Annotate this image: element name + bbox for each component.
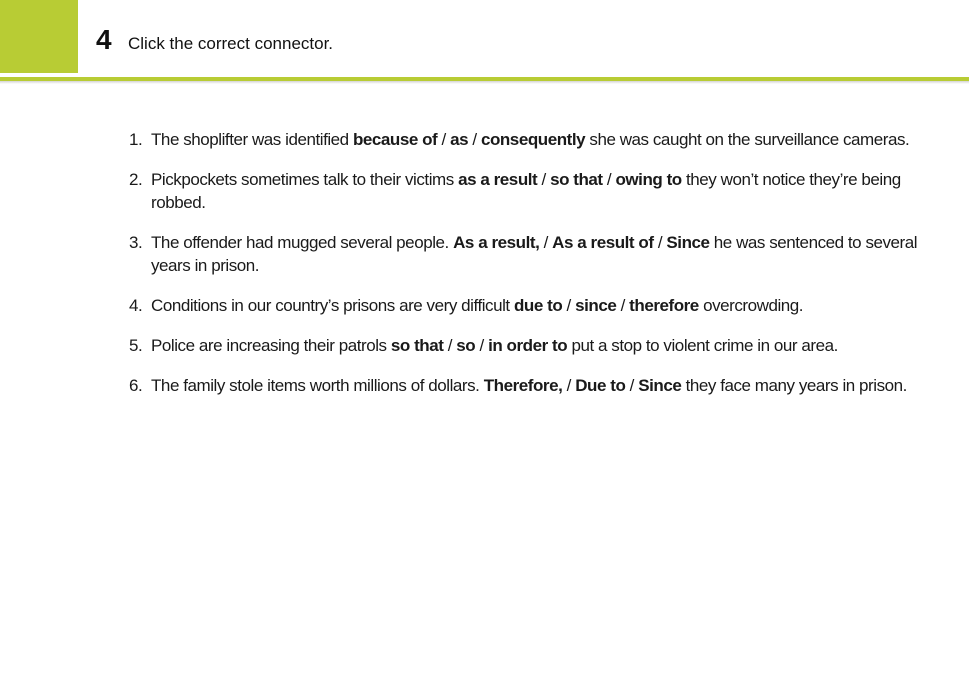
item-text-before: Police are increasing their patrols	[151, 336, 391, 355]
connector-option[interactable]: therefore	[629, 296, 699, 315]
item-text-after: he was sentenced to several years in prison.	[151, 233, 918, 275]
connector-option[interactable]: Therefore,	[483, 376, 563, 395]
connector-option[interactable]: As a result,	[453, 233, 540, 252]
exercise-number: 4	[96, 24, 112, 55]
exercise-item	[129, 128, 939, 151]
connector-option[interactable]: since	[575, 296, 617, 315]
option-separator: /	[562, 296, 576, 315]
exercise-item	[129, 374, 939, 397]
connector-option[interactable]: Since	[638, 376, 682, 395]
item-text-after: overcrowding.	[698, 296, 804, 315]
connector-option[interactable]: Due to	[575, 376, 626, 395]
option-separator: /	[475, 336, 489, 355]
item-text-before: Conditions in our country’s prisons are very difficult	[151, 296, 514, 315]
header-accent-block	[0, 0, 78, 73]
item-text-before: The family stole items worth millions of dollars.	[151, 376, 484, 395]
option-separator: /	[443, 336, 457, 355]
exercise-instruction: Click the correct connector.	[128, 34, 334, 53]
connector-option[interactable]: so	[456, 336, 476, 355]
item-text-after: she was caught on the surveillance cameras.	[585, 130, 910, 149]
option-separator: /	[616, 296, 630, 315]
item-text-before: Pickpockets sometimes talk to their victims	[151, 170, 459, 189]
option-separator: /	[437, 130, 451, 149]
option-separator: /	[602, 170, 616, 189]
option-separator: /	[468, 130, 481, 149]
exercise-item	[129, 334, 939, 357]
exercise-header	[0, 0, 969, 84]
item-text-after: put a stop to violent crime in our area.	[567, 336, 838, 355]
connector-option[interactable]: consequently	[480, 130, 586, 149]
item-text-before: The shoplifter was identified	[151, 130, 353, 149]
option-separator: /	[625, 376, 639, 395]
connector-option[interactable]: in order to	[488, 336, 568, 355]
item-number: 3.	[129, 233, 143, 252]
option-separator: /	[537, 170, 551, 189]
connector-option[interactable]: because of	[352, 130, 438, 149]
connector-option[interactable]: as	[450, 130, 469, 149]
item-text-after: they won’t notice they’re being robbed.	[151, 170, 901, 212]
exercise-item-list	[129, 128, 939, 414]
connector-option[interactable]: As a result of	[552, 233, 654, 252]
exercise-item	[129, 231, 939, 277]
connector-option[interactable]: so that	[550, 170, 603, 189]
connector-option[interactable]: due to	[513, 296, 563, 315]
item-text-after: they face many years in prison.	[681, 376, 907, 395]
option-separator: /	[562, 376, 576, 395]
item-text-before: The offender had mugged several people.	[151, 233, 454, 252]
item-number: 4.	[129, 296, 143, 315]
item-number: 6.	[129, 376, 143, 395]
exercise-item	[129, 168, 939, 214]
option-separator: /	[539, 233, 553, 252]
option-separator: /	[653, 233, 667, 252]
connector-option[interactable]: Since	[666, 233, 710, 252]
header-divider-shadow	[0, 81, 969, 84]
connector-option[interactable]: owing to	[615, 170, 682, 189]
connector-option[interactable]: so that	[390, 336, 444, 355]
connector-option[interactable]: as a result	[458, 170, 538, 189]
exercise-item	[129, 294, 939, 317]
item-number: 1.	[129, 130, 143, 149]
item-number: 2.	[129, 170, 143, 189]
item-number: 5.	[129, 336, 143, 355]
